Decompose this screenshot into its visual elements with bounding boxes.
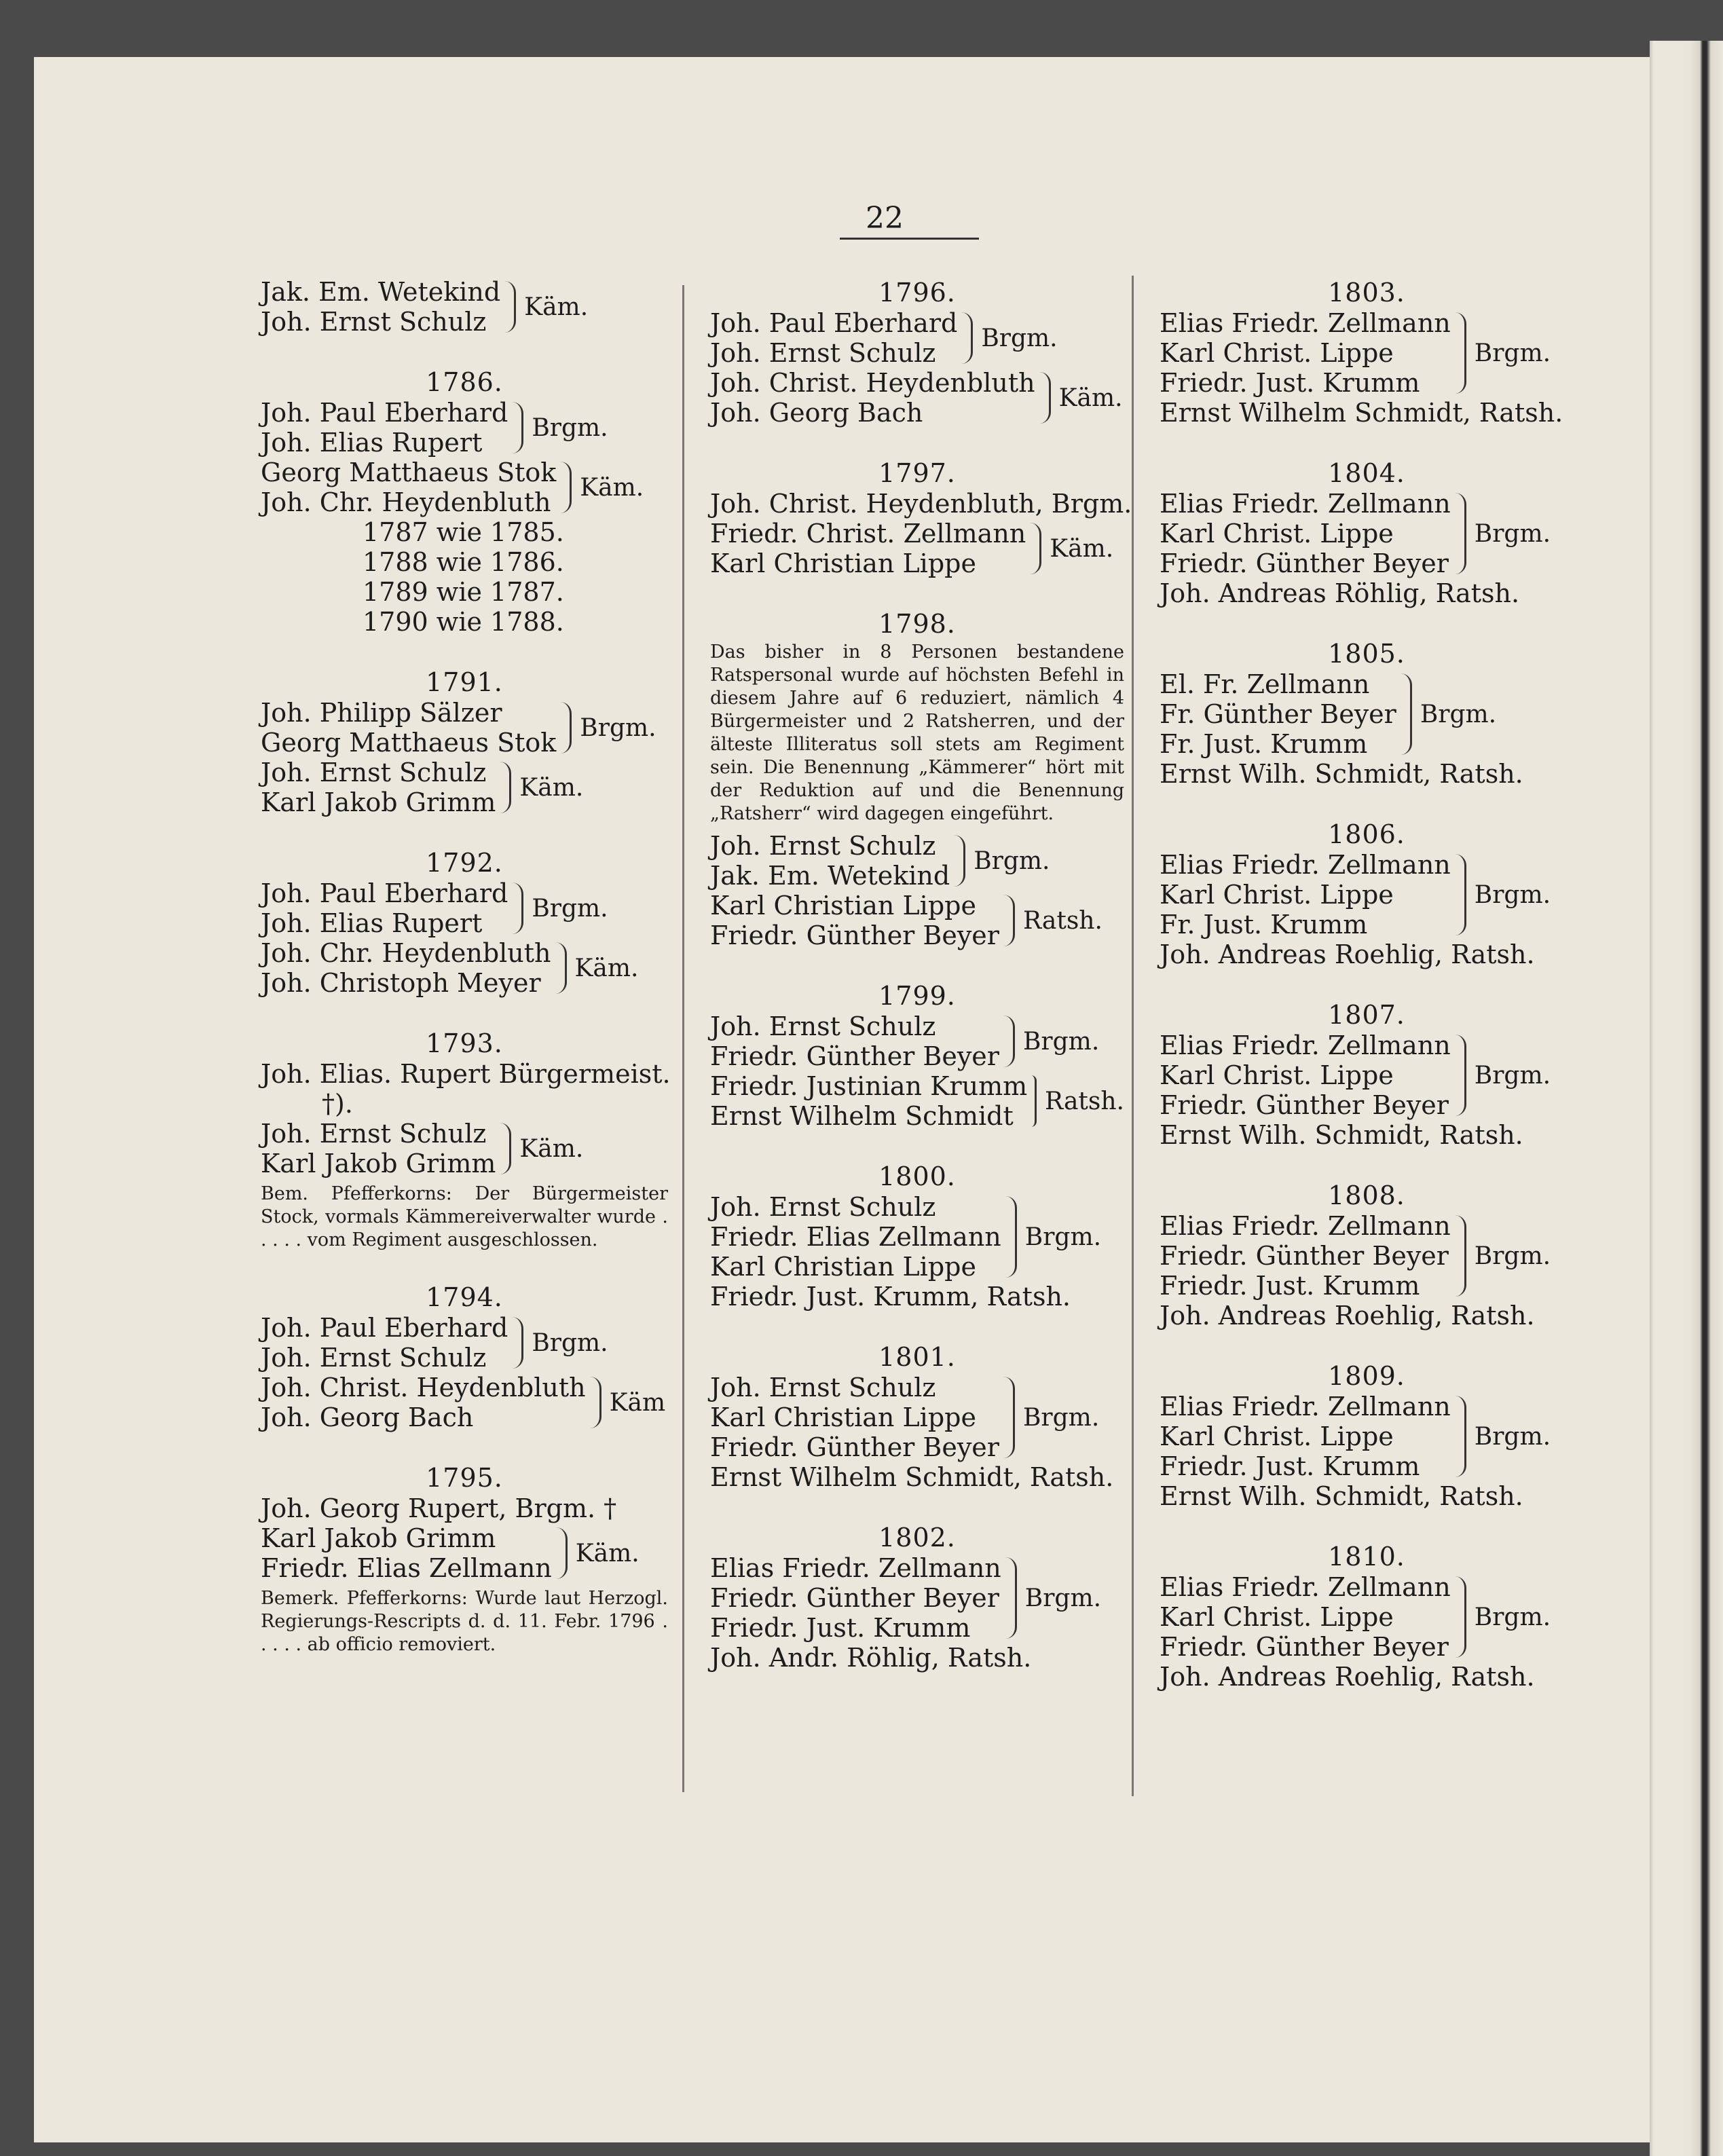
person-name: Friedr. Just. Krumm: [1160, 368, 1420, 398]
brace: [1003, 1016, 1015, 1067]
office-title: Brgm.: [532, 1328, 608, 1357]
office-entry: Joh. Elias. Rupert Bürgermeist.: [261, 1059, 671, 1089]
office-title: Käm.: [519, 1134, 584, 1163]
entry-continuation: †).: [322, 1089, 353, 1119]
name-list: [261, 277, 500, 337]
editorial-note: Bem. Pfefferkorns: Der Bürgermeister Stock, vormals Kämmereiverwalter wurde . . . . . vom Regiment ausgeschlossen.: [261, 1183, 668, 1250]
year-block: [710, 1161, 1124, 1312]
next-page-edge: [1650, 41, 1723, 2156]
person-name: Elias Friedr. Zellmann: [1160, 850, 1451, 880]
person-name: Fr. Just. Krumm: [1160, 729, 1368, 759]
name-list: [261, 1523, 552, 1583]
same-as-entry: 1787 wie 1785.: [363, 517, 564, 547]
name-list: [261, 1373, 586, 1432]
person-name: Georg Matthaeus Stok: [261, 728, 557, 758]
person-name: Friedr. Just. Krumm: [1160, 1451, 1420, 1481]
year-block: [1160, 638, 1574, 789]
person-name: Joh. Ernst Schulz: [261, 1119, 487, 1149]
year-heading: 1792.: [426, 848, 503, 878]
office-group: [1160, 1572, 1574, 1662]
brace: [1401, 673, 1412, 755]
person-name: Karl Christ. Lippe: [1160, 1602, 1394, 1632]
year-heading: 1799.: [878, 981, 956, 1011]
office-group: [710, 1192, 1124, 1282]
office-group: [710, 308, 1124, 368]
office-entry: Joh. Andreas Roehlig, Ratsh.: [1160, 1662, 1535, 1692]
office-group: [710, 831, 1124, 891]
person-name: Joh. Ernst Schulz: [710, 1192, 936, 1222]
person-name: Friedr. Günther Beyer: [710, 1583, 999, 1613]
person-name: Karl Christ. Lippe: [1160, 880, 1394, 910]
year-heading: 1797.: [878, 458, 956, 488]
office-group: [710, 368, 1124, 428]
column-divider-right: [1132, 276, 1134, 1796]
office-title: Brgm.: [532, 894, 608, 923]
brace: [560, 462, 572, 513]
year-block: [710, 1522, 1124, 1673]
office-entry: Ernst Wilhelm Schmidt, Ratsh.: [1160, 398, 1563, 428]
person-name: Joh. Chr. Heydenbluth: [261, 938, 551, 968]
office-title: Brgm.: [580, 713, 656, 742]
office-entry: Ernst Wilh. Schmidt, Ratsh.: [1160, 759, 1523, 789]
brace: [1003, 1377, 1015, 1458]
person-name: Joh. Philipp Sälzer: [261, 698, 502, 728]
year-block: [1160, 819, 1574, 969]
column-3: [1160, 277, 1574, 1692]
person-name: Joh. Ernst Schulz: [261, 758, 487, 787]
year-heading: 1801.: [878, 1342, 956, 1372]
brace: [560, 702, 572, 754]
person-name: Karl Jakob Grimm: [261, 1523, 496, 1553]
office-title: Brgm.: [1474, 1603, 1551, 1631]
year-heading: 1791.: [426, 667, 503, 697]
person-name: Karl Jakob Grimm: [261, 787, 496, 817]
brace: [590, 1377, 601, 1428]
person-name: Joh. Ernst Schulz: [710, 831, 936, 861]
office-title: Käm.: [524, 293, 589, 321]
year-block: [261, 1028, 671, 1252]
office-title: Ratsh.: [1022, 906, 1103, 935]
year-heading: 1793.: [426, 1028, 503, 1058]
brace: [1003, 895, 1015, 946]
person-name: Karl Jakob Grimm: [261, 1149, 496, 1178]
office-title: Brgm.: [974, 847, 1050, 875]
office-title: Brgm.: [1474, 880, 1551, 909]
year-heading: 1804.: [1328, 458, 1405, 488]
person-name: Elias Friedr. Zellmann: [1160, 489, 1451, 519]
office-group: [261, 938, 668, 998]
person-name: Karl Christian Lippe: [710, 1252, 976, 1282]
person-name: Jak. Em. Wetekind: [710, 861, 950, 891]
year-block: [261, 277, 668, 337]
person-name: Friedr. Günther Beyer: [1160, 549, 1449, 578]
person-name: Fr. Just. Krumm: [1160, 910, 1368, 940]
brace: [555, 942, 567, 994]
name-list: [710, 1011, 999, 1071]
office-entry: Joh. Christ. Heydenbluth, Brgm.: [710, 489, 1132, 519]
same-as-entry: 1789 wie 1787.: [363, 577, 564, 607]
person-name: Friedr. Günther Beyer: [1160, 1241, 1449, 1271]
office-title: Käm.: [580, 473, 644, 502]
year-block: [1160, 458, 1574, 608]
office-group: [261, 277, 668, 337]
person-name: Friedr. Günther Beyer: [1160, 1090, 1449, 1120]
person-name: Fr. Günther Beyer: [1160, 699, 1396, 729]
office-group: [261, 1119, 668, 1178]
name-list: [261, 878, 508, 938]
name-list: [710, 1373, 999, 1462]
office-entry: Joh. Andr. Röhlig, Ratsh.: [710, 1643, 1032, 1673]
person-name: Ernst Wilhelm Schmidt: [710, 1101, 1014, 1131]
office-title: Brgm.: [1474, 1242, 1551, 1270]
brace: [504, 281, 516, 333]
year-heading: 1800.: [878, 1161, 956, 1191]
office-title: Brgm.: [1022, 1403, 1100, 1432]
year-heading: 1803.: [1328, 278, 1405, 308]
year-heading: 1808.: [1328, 1181, 1405, 1210]
year-block: [261, 517, 668, 637]
person-name: Karl Christian Lippe: [710, 1402, 976, 1432]
office-group: [1160, 1392, 1574, 1481]
office-entry: Joh. Andreas Roehlig, Ratsh.: [1160, 940, 1535, 969]
office-group: [261, 698, 668, 758]
person-name: Karl Christian Lippe: [710, 549, 976, 578]
year-block: [710, 277, 1124, 428]
column-divider-left: [682, 285, 684, 1792]
column-1: [261, 277, 671, 1662]
name-list: [1160, 489, 1451, 578]
office-group: [710, 1553, 1124, 1643]
brace: [1005, 1557, 1017, 1639]
year-heading: 1809.: [1328, 1361, 1405, 1391]
year-block: [1160, 1541, 1574, 1692]
person-name: Elias Friedr. Zellmann: [1160, 1211, 1451, 1241]
brace: [1455, 854, 1466, 935]
person-name: Joh. Ernst Schulz: [261, 1343, 487, 1373]
office-title: Brgm.: [1474, 519, 1551, 548]
person-name: Friedr. Günther Beyer: [710, 1041, 999, 1071]
name-list: [710, 1071, 1027, 1131]
office-group: [710, 1373, 1124, 1462]
office-group: [710, 891, 1124, 950]
office-group: [261, 878, 668, 938]
editorial-note: Das bisher in 8 Personen bestandene Ratspersonal wurde auf höchsten Befehl in diesem Jahre auf 6 reduziert, nämlich 4 Bürgermeister und 2 Ratsherren, und der älteste Illiteratus soll stets am Regiment sein. Die Benennung „Kämmerer“ hört mit der Reduktion auf und die Benennung „Ratsherr“ wird dagegen eingeführt.: [710, 642, 1124, 824]
year-block: [1160, 1180, 1574, 1331]
year-block: [261, 1282, 668, 1432]
office-group: [710, 519, 1124, 578]
brace: [500, 1123, 511, 1174]
office-title: Brgm.: [532, 413, 608, 442]
brace: [512, 402, 523, 453]
person-name: Friedr. Elias Zellmann: [261, 1553, 552, 1583]
brace: [1455, 312, 1466, 394]
person-name: Elias Friedr. Zellmann: [710, 1553, 1001, 1583]
person-name: Joh. Elias Rupert: [261, 908, 483, 938]
person-name: Karl Christ. Lippe: [1160, 1060, 1394, 1090]
person-name: Joh. Christ. Heydenbluth: [261, 1373, 586, 1402]
year-block: [710, 458, 1132, 578]
brace: [512, 1317, 523, 1369]
person-name: Joh. Ernst Schulz: [710, 1373, 936, 1402]
name-list: [1160, 1572, 1451, 1662]
name-list: [261, 458, 556, 517]
office-group: [261, 398, 668, 458]
year-heading: 1806.: [1328, 819, 1405, 849]
office-title: Käm.: [519, 773, 584, 802]
name-list: [1160, 669, 1396, 759]
year-heading: 1805.: [1328, 639, 1405, 669]
office-group: [261, 458, 668, 517]
office-title: Brgm.: [1024, 1223, 1102, 1251]
person-name: Joh. Georg Bach: [710, 398, 923, 428]
year-block: [710, 608, 1124, 950]
person-name: Friedr. Elias Zellmann: [710, 1222, 1001, 1252]
person-name: Friedr. Günther Beyer: [710, 1432, 999, 1462]
person-name: Joh. Ernst Schulz: [710, 1011, 936, 1041]
year-block: [1160, 277, 1574, 428]
office-group: [1160, 308, 1574, 398]
name-list: [710, 831, 950, 891]
page-number: 22: [866, 201, 904, 236]
office-title: Käm.: [575, 1539, 640, 1567]
name-list: [710, 519, 1026, 578]
person-name: Joh. Georg Bach: [261, 1402, 474, 1432]
brace: [1455, 1396, 1466, 1477]
office-title: Brgm.: [1024, 1584, 1102, 1612]
name-list: [710, 308, 957, 368]
year-heading: 1807.: [1328, 1000, 1405, 1030]
person-name: Elias Friedr. Zellmann: [1160, 1572, 1451, 1602]
name-list: [710, 891, 999, 950]
person-name: Friedr. Christ. Zellmann: [710, 519, 1026, 549]
brace: [1455, 1215, 1466, 1297]
name-list: [710, 368, 1035, 428]
year-heading: 1798.: [878, 609, 956, 639]
office-title: Brgm.: [1420, 700, 1497, 728]
brace: [500, 762, 511, 813]
office-title: Brgm.: [1474, 1422, 1551, 1451]
name-list: [1160, 1030, 1451, 1120]
year-heading: 1794.: [426, 1282, 503, 1312]
brace: [1039, 372, 1051, 424]
office-group: [1160, 1030, 1574, 1120]
office-entry: Ernst Wilh. Schmidt, Ratsh.: [1160, 1481, 1523, 1511]
person-name: Elias Friedr. Zellmann: [1160, 308, 1451, 338]
office-title: Brgm.: [1022, 1027, 1100, 1056]
year-heading: 1786.: [426, 367, 503, 397]
office-group: [710, 1011, 1124, 1071]
brace: [954, 835, 965, 887]
brace: [1455, 1035, 1466, 1116]
office-entry: Ernst Wilhelm Schmidt, Ratsh.: [710, 1462, 1114, 1492]
office-title: Ratsh.: [1045, 1087, 1124, 1115]
person-name: Friedr. Just. Krumm: [710, 1613, 971, 1643]
office-group: [261, 1313, 668, 1373]
person-name: Georg Matthaeus Stok: [261, 458, 557, 487]
brace: [1455, 1576, 1466, 1658]
office-title: Käm.: [574, 954, 639, 982]
year-heading: 1795.: [426, 1463, 503, 1493]
name-list: [1160, 1392, 1451, 1481]
name-list: [261, 1313, 508, 1373]
office-group: [1160, 489, 1574, 578]
brace: [1031, 1075, 1037, 1127]
office-group: [1160, 669, 1574, 759]
person-name: Karl Christ. Lippe: [1160, 519, 1394, 549]
person-name: Elias Friedr. Zellmann: [1160, 1392, 1451, 1421]
office-entry: Joh. Andreas Roehlig, Ratsh.: [1160, 1301, 1535, 1331]
page-number-rule: [840, 238, 979, 240]
person-name: Joh. Paul Eberhard: [261, 878, 508, 908]
person-name: Elias Friedr. Zellmann: [1160, 1030, 1451, 1060]
brace: [1030, 523, 1041, 574]
year-block: [710, 1341, 1124, 1492]
office-title: Käm: [609, 1388, 666, 1417]
year-block: [261, 667, 668, 817]
name-list: [261, 758, 496, 817]
person-name: Friedr. Justinian Krumm: [710, 1071, 1028, 1101]
office-entry: Ernst Wilh. Schmidt, Ratsh.: [1160, 1120, 1523, 1150]
brace: [1005, 1196, 1017, 1278]
office-title: Käm.: [1050, 534, 1114, 563]
name-list: [1160, 850, 1451, 940]
office-group: [1160, 1211, 1574, 1301]
person-name: Jak. Em. Wetekind: [261, 277, 501, 307]
brace: [961, 312, 973, 364]
brace: [556, 1527, 568, 1579]
person-name: Friedr. Günther Beyer: [710, 921, 999, 950]
editorial-note: Bemerk. Pfefferkorns: Wurde laut Herzogl. Regierungs-Rescripts d. d. 11. Febr. 1796 . . . . . ab officio removiert.: [261, 1588, 668, 1655]
same-as-entry: 1788 wie 1786.: [363, 547, 564, 577]
office-group: [1160, 850, 1574, 940]
office-title: Brgm.: [981, 324, 1058, 352]
person-name: Joh. Ernst Schulz: [261, 307, 487, 337]
office-entry: Joh. Georg Rupert, Brgm. †: [261, 1493, 617, 1523]
name-list: [261, 1119, 496, 1178]
person-name: Karl Christ. Lippe: [1160, 1421, 1394, 1451]
person-name: Joh. Christoph Meyer: [261, 968, 541, 998]
office-group: [710, 1071, 1124, 1131]
person-name: Karl Christian Lippe: [710, 891, 976, 921]
office-title: Brgm.: [1474, 1061, 1551, 1090]
brace: [512, 882, 523, 934]
person-name: Joh. Ernst Schulz: [710, 338, 936, 368]
person-name: Friedr. Just. Krumm: [1160, 1271, 1420, 1301]
office-title: Käm.: [1058, 384, 1123, 412]
name-list: [261, 698, 556, 758]
person-name: Joh. Chr. Heydenbluth: [261, 487, 551, 517]
name-list: [261, 398, 508, 458]
same-as-entry: 1790 wie 1788.: [363, 607, 564, 637]
person-name: El. Fr. Zellmann: [1160, 669, 1370, 699]
year-heading: 1796.: [878, 278, 956, 308]
name-list: [1160, 1211, 1451, 1301]
office-group: [261, 1523, 668, 1583]
person-name: Karl Christ. Lippe: [1160, 338, 1394, 368]
year-block: [1160, 1360, 1574, 1511]
name-list: [261, 938, 551, 998]
year-block: [261, 367, 668, 517]
person-name: Joh. Christ. Heydenbluth: [710, 368, 1035, 398]
name-list: [710, 1192, 1001, 1282]
name-list: [710, 1553, 1001, 1643]
person-name: Joh. Paul Eberhard: [710, 308, 958, 338]
person-name: Joh. Paul Eberhard: [261, 398, 508, 428]
person-name: Friedr. Günther Beyer: [1160, 1632, 1449, 1662]
person-name: Joh. Paul Eberhard: [261, 1313, 508, 1343]
office-entry: Joh. Andreas Röhlig, Ratsh.: [1160, 578, 1520, 608]
name-list: [1160, 308, 1451, 398]
office-entry: Friedr. Just. Krumm, Ratsh.: [710, 1282, 1071, 1312]
brace: [1455, 493, 1466, 574]
year-heading: 1810.: [1328, 1542, 1405, 1572]
person-name: Joh. Elias Rupert: [261, 428, 483, 458]
year-block: [261, 1462, 668, 1656]
year-block: [261, 847, 668, 998]
year-block: [1160, 999, 1574, 1150]
year-block: [710, 980, 1124, 1131]
column-2: [710, 277, 1132, 1673]
office-group: [261, 1373, 668, 1432]
year-heading: 1802.: [878, 1523, 956, 1553]
office-title: Brgm.: [1474, 339, 1551, 367]
office-group: [261, 758, 668, 817]
